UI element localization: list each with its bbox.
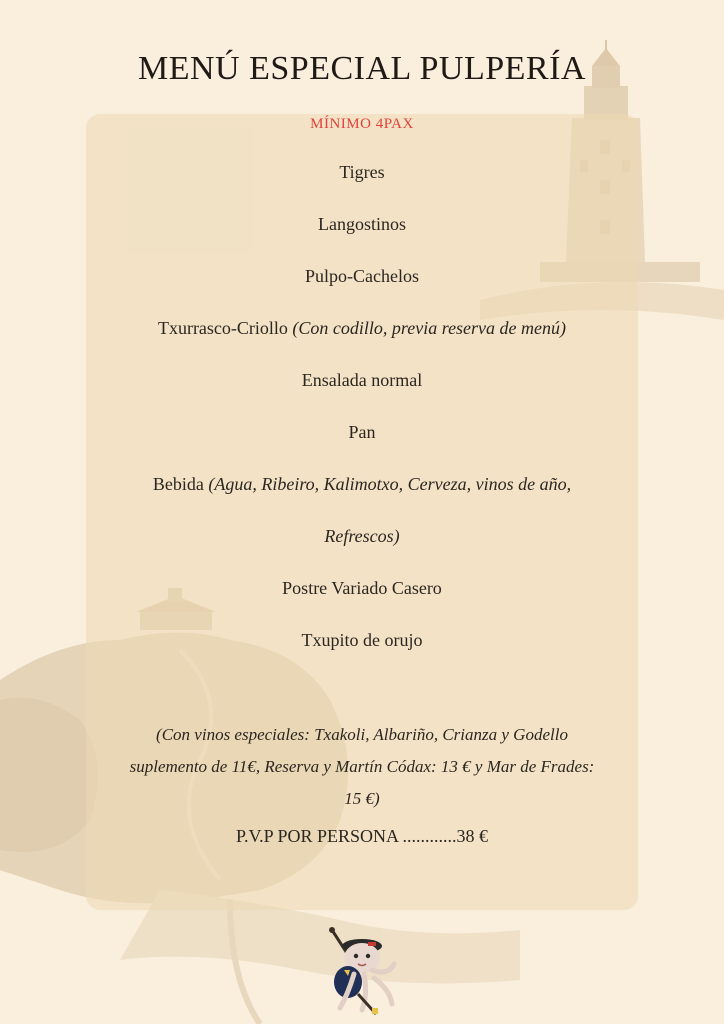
menu-item: Txurrasco-Criollo (Con codillo, previa reserva de menú) [157, 318, 567, 338]
menu-item-note: (Agua, Ribeiro, Kalimotxo, Cerveza, vinos de año, [208, 474, 572, 494]
menu-item: Pulpo-Cachelos [305, 266, 419, 286]
octopus-bagpiper-mascot [318, 924, 402, 1016]
special-wines-note-line: 15 €) [344, 789, 380, 808]
minimum-guests-note: MÍNIMO 4PAX [310, 116, 414, 132]
menu-item: Txupito de orujo [301, 630, 423, 650]
price-per-person: P.V.P POR PERSONA ............38 € [235, 826, 489, 846]
menu-item: Postre Variado Casero [282, 578, 442, 598]
special-wines-note-line: (Con vinos especiales: Txakoli, Albariño, Crianza y Godello [156, 725, 568, 744]
menu-item-note: (Con codillo, previa reserva de menú) [292, 318, 567, 338]
menu-item-continuation [86, 526, 638, 547]
menu-item: Bebida (Agua, Ribeiro, Kalimotxo, Cerveza, vinos de año, [152, 474, 572, 494]
menu-item: Tigres [339, 162, 385, 182]
special-wines-note-line: suplemento de 11€, Reserva y Martín Códax: 13 € y Mar de Frades: [129, 757, 595, 776]
menu-item: Ensalada normal [301, 370, 423, 390]
menu-title: MENÚ ESPECIAL PULPERÍA [138, 50, 586, 87]
menu-item-note: Refrescos) [324, 526, 400, 546]
menu-item: Langostinos [318, 214, 406, 234]
menu-item: Pan [348, 422, 376, 442]
